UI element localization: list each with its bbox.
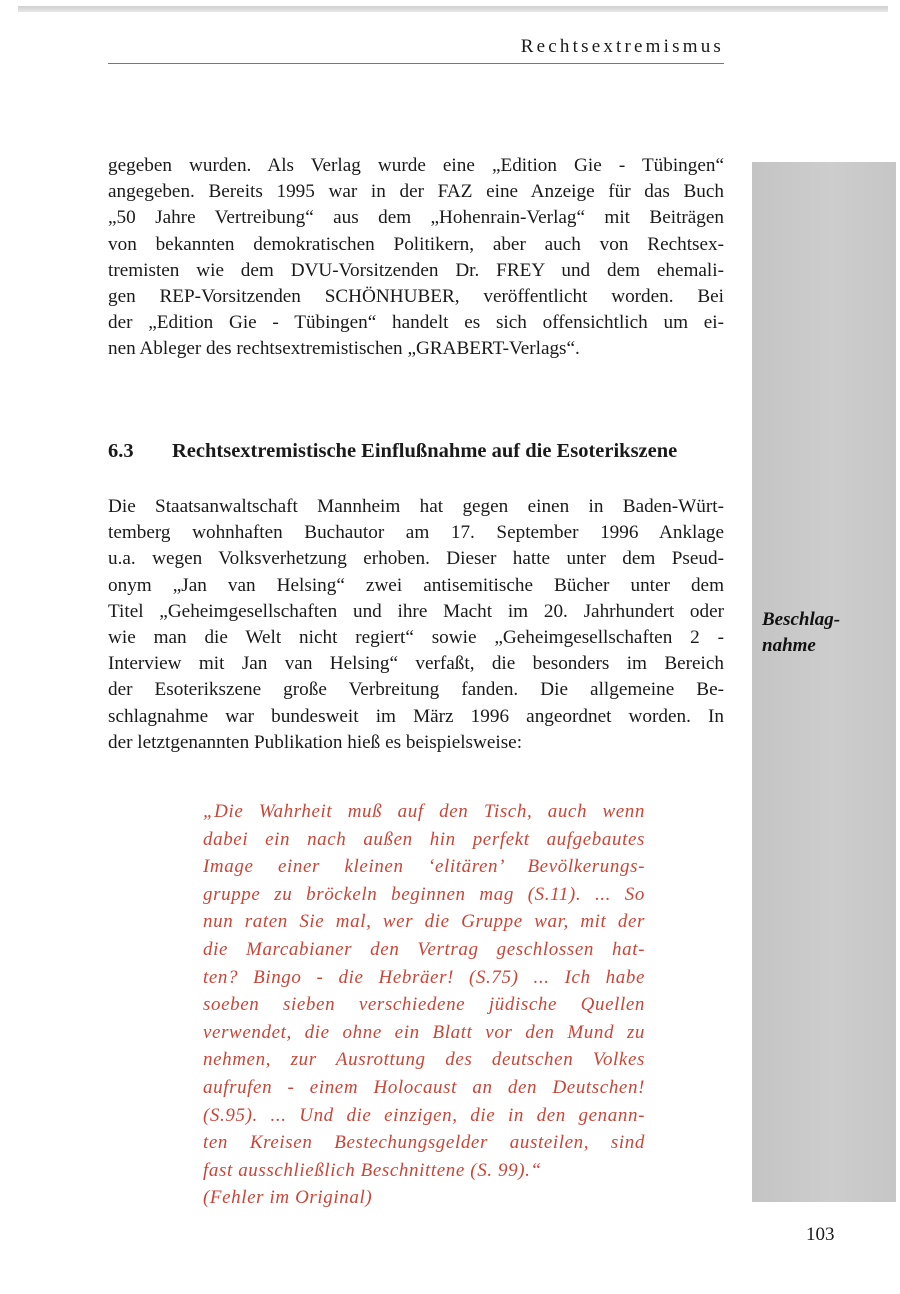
margin-note-line: nahme xyxy=(762,635,816,656)
text-line: nen Ableger des rechtsextremistischen „GRABERT-Verlags“. xyxy=(108,338,580,360)
text-line: wie man die Welt nicht regiert“ sowie „Geheimgesellschaften 2 - xyxy=(108,627,724,649)
section-number: 6.3 xyxy=(108,440,134,462)
margin-note-line: Beschlag- xyxy=(762,609,841,630)
quote-line: aufrufen - einem Holocaust an den Deutschen! xyxy=(203,1076,645,1098)
quote-line: die Marcabianer den Vertrag geschlossen hat- xyxy=(203,938,645,960)
section-title: Rechtsextremistische Einflußnahme auf die Esoterikszene xyxy=(172,440,678,462)
text-line: u.a. wegen Volksverhetzung erhoben. Dieser hatte unter dem Pseud- xyxy=(108,548,724,570)
quote-line: (Fehler im Original) xyxy=(203,1187,373,1209)
quote-line: Image einer kleinen ‘elitären’ Bevölkerungs- xyxy=(203,856,645,878)
text-line: „50 Jahre Vertreibung“ aus dem „Hohenrain-Verlag“ mit Beiträgen xyxy=(108,207,724,229)
running-header-title: Rechtsextremismus xyxy=(520,36,724,57)
paragraph-staatsanwaltschaft xyxy=(108,494,724,756)
block-quote xyxy=(203,798,645,1212)
paragraph-edition-gie xyxy=(108,153,724,363)
quote-line: dabei ein nach außen hin perfekt aufgebautes xyxy=(203,828,645,850)
top-scan-border xyxy=(18,6,888,12)
quote-line: verwendet, die ohne ein Blatt vor den Mund zu xyxy=(203,1021,645,1043)
text-line: gen REP-Vorsitzenden SCHÖNHUBER, veröffentlicht worden. Bei xyxy=(108,286,724,308)
quote-line: nehmen, zur Ausrottung des deutschen Volkes xyxy=(203,1049,645,1071)
margin-column xyxy=(752,162,896,1202)
text-line: der Esoterikszene große Verbreitung fanden. Die allgemeine Be- xyxy=(108,679,724,701)
quote-line: (S.95). ... Und die einzigen, die in den genann- xyxy=(203,1104,645,1126)
text-line: von bekannten demokratischen Politikern, aber auch von Rechtsex- xyxy=(108,233,724,255)
text-line: Titel „Geheimgesellschaften und ihre Macht im 20. Jahrhundert oder xyxy=(108,600,724,622)
text-line: tremisten wie dem DVU-Vorsitzenden Dr. FREY und dem ehemali- xyxy=(108,259,724,281)
quote-line: ten Kreisen Bestechungsgelder austeilen, sind xyxy=(203,1132,645,1154)
margin-note xyxy=(762,607,892,659)
text-line: angegeben. Bereits 1995 war in der FAZ eine Anzeige für das Buch xyxy=(108,181,724,203)
text-line: der „Edition Gie - Tübingen“ handelt es sich offensichtlich um ei- xyxy=(108,312,724,334)
quote-line: soeben sieben verschiedene jüdische Quellen xyxy=(203,994,645,1016)
quote-line: „Die Wahrheit muß auf den Tisch, auch wenn xyxy=(203,801,645,822)
section-heading xyxy=(108,440,738,463)
text-line: Interview mit Jan van Helsing“ verfaßt, die besonders im Bereich xyxy=(108,653,724,675)
text-line: der letztgenannten Publikation hieß es beispielsweise: xyxy=(108,731,523,753)
quote-line: gruppe zu bröckeln beginnen mag (S.11). ... So xyxy=(203,883,645,905)
text-line: onym „Jan van Helsing“ zwei antisemitische Bücher unter dem xyxy=(108,574,724,596)
text-line: temberg wohnhaften Buchautor am 17. September 1996 Anklage xyxy=(108,522,724,544)
page-number: 103 xyxy=(806,1224,835,1245)
text-line: Die Staatsanwaltschaft Mannheim hat gegen einen in Baden-Würt- xyxy=(108,496,724,517)
header-rule xyxy=(108,63,724,64)
quote-line: nun raten Sie mal, wer die Gruppe war, mit der xyxy=(203,911,645,933)
quote-line: fast ausschließlich Beschnittene (S. 99).“ xyxy=(203,1159,542,1181)
quote-line: ten? Bingo - die Hebräer! (S.75) ... Ich habe xyxy=(203,966,645,988)
text-line: gegeben wurden. Als Verlag wurde eine „Edition Gie - Tübingen“ xyxy=(108,155,724,176)
text-line: schlagnahme war bundesweit im März 1996 angeordnet worden. In xyxy=(108,705,724,727)
